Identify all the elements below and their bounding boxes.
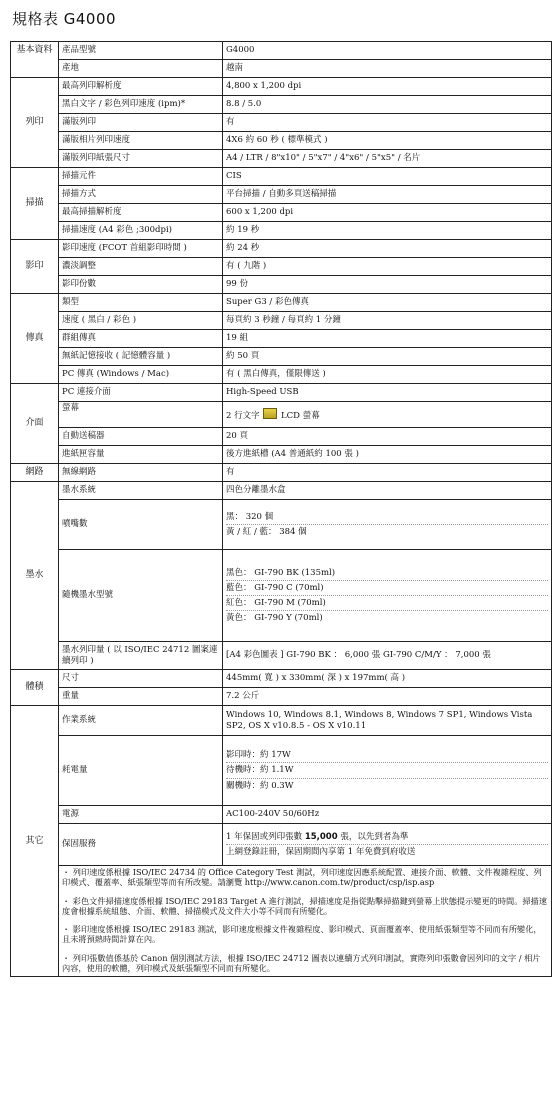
table-row	[11, 96, 552, 114]
spec-value: 有 ( 九階 )	[223, 258, 552, 276]
table-row	[11, 866, 552, 977]
table-row	[11, 688, 552, 706]
table-row	[11, 670, 552, 688]
spec-label: 重量	[59, 688, 223, 706]
table-row	[11, 60, 552, 78]
spec-label: 掃描方式	[59, 186, 223, 204]
nozzle-color: 黃 / 紅 / 藍： 384 個	[226, 527, 307, 537]
spec-value	[223, 824, 552, 866]
table-row	[11, 204, 552, 222]
spec-value: [A4 彩色圖表 ] GI-790 BK ： 6,000 張 GI-790 C/M/Y ： 7,000 張	[223, 642, 552, 670]
category-other: 其它	[11, 706, 59, 977]
spec-label: 作業系統	[59, 706, 223, 736]
spec-label: 滿版列印	[59, 114, 223, 132]
spec-value: 後方進紙槽 (A4 普通紙約 100 張 )	[223, 446, 552, 464]
spec-value: CIS	[223, 168, 552, 186]
table-row	[11, 806, 552, 824]
spec-label: 無紙記憶接收 ( 記憶體容量 )	[59, 348, 223, 366]
spec-label: 最高掃描解析度	[59, 204, 223, 222]
spec-label: 電源	[59, 806, 223, 824]
spec-value: 445mm( 寬 ) x 330mm( 深 ) x 197mm( 高 )	[223, 670, 552, 688]
warranty-terms	[226, 830, 548, 845]
footnote: ・ 列印張數值係基於 Canon 個別測試方法，根據 ISO/IEC 24712 圖表以連續方式列印測試，實際列印張數會因列印的文字 / 相片內容，使用的軟體，列印模式及紙張類型不同而有所變化。	[62, 952, 541, 973]
table-row	[11, 132, 552, 150]
table-row	[11, 348, 552, 366]
spec-label: 黑白文字 / 彩色列印速度 (ipm)*	[59, 96, 223, 114]
table-row	[11, 330, 552, 348]
category-interface: 介面	[11, 384, 59, 464]
spec-value: 每頁約 3 秒鐘 / 每頁約 1 分鐘	[223, 312, 552, 330]
spec-label: 進紙匣容量	[59, 446, 223, 464]
spec-value: 約 19 秒	[223, 222, 552, 240]
spec-label: PC 連接介面	[59, 384, 223, 402]
table-row	[11, 464, 552, 482]
page-title: 規格表 G4000	[12, 10, 117, 28]
table-row	[11, 482, 552, 500]
spec-label: 墨水列印量 ( 以 ISO/IEC 24712 圖案連續列印 )	[59, 642, 223, 670]
spec-label: 尺寸	[59, 670, 223, 688]
footnote: ・ 彩色文件掃描速度係根據 ISO/IEC 29183 Target A 進行測試，掃描速度是指從點擊掃描鍵到螢幕上狀態提示變更的時間。掃描速度會根據系統組態、介面、軟體、掃描模式及文件大小等不同而有所變化。	[62, 895, 547, 916]
footnotes	[59, 866, 552, 977]
spec-value: 99 份	[223, 276, 552, 294]
spec-label: 螢幕	[59, 402, 223, 428]
warranty-text: 1 年保固或列印張數	[226, 831, 305, 842]
spec-label: 滿版相片列印速度	[59, 132, 223, 150]
spec-label: 滿版列印紙張尺寸	[59, 150, 223, 168]
category-size: 體積	[11, 670, 59, 706]
spec-value	[223, 736, 552, 806]
power-standby: 待機時：約 1.1W	[226, 763, 548, 778]
spec-value	[223, 500, 552, 550]
table-row	[11, 366, 552, 384]
spec-label: 群組傳真	[59, 330, 223, 348]
spec-value: 7.2 公斤	[223, 688, 552, 706]
ink-magenta: 紅色： GI-790 M (70ml)	[226, 596, 548, 611]
ink-cyan: 藍色： GI-790 C (70ml)	[226, 581, 548, 596]
spec-value: 越南	[223, 60, 552, 78]
table-row	[11, 294, 552, 312]
table-row	[11, 642, 552, 670]
spec-value: 平台掃描 / 自動多頁送稿掃描	[223, 186, 552, 204]
category-basic: 基本資料	[11, 42, 59, 78]
table-row	[11, 384, 552, 402]
spec-value: Windows 10, Windows 8.1, Windows 8, Windows 7 SP1, Windows Vista SP2, OS X v10.8.5 - OS X v10.11	[223, 706, 552, 736]
spec-table	[10, 41, 552, 977]
spec-label: 掃描速度 (A4 彩色 ;300dpi)	[59, 222, 223, 240]
spec-value: 約 24 秒	[223, 240, 552, 258]
spec-label: 速度 ( 黑白 / 彩色 )	[59, 312, 223, 330]
table-row	[11, 258, 552, 276]
spec-label: 影印份數	[59, 276, 223, 294]
ink-yellow: 黃色： GI-790 Y (70ml)	[226, 613, 323, 624]
spec-value: 有	[223, 464, 552, 482]
spec-value: 四色分離墨水盒	[223, 482, 552, 500]
table-row	[11, 736, 552, 806]
warranty-text-end: 張，以先到者為準	[337, 831, 409, 842]
spec-label: 自動送稿器	[59, 428, 223, 446]
screen-text: 2 行文字	[226, 410, 260, 421]
category-print: 列印	[11, 78, 59, 168]
footnote: ・ 列印速度係根據 ISO/IEC 24734 的 Office Category Test 測試，列印速度因應系統配置、連接介面、軟體、文件複雜程度、列印模式、覆蓋率、紙張類型等而有所改變。請瀏覽 http://www.canon.com.tw/product/csp/isp.asp	[62, 867, 542, 888]
spec-label: 墨水系統	[59, 482, 223, 500]
table-row	[11, 222, 552, 240]
category-scan: 掃描	[11, 168, 59, 240]
spec-value: AC100-240V 50/60Hz	[223, 806, 552, 824]
screen-type: LCD 螢幕	[281, 410, 320, 421]
spec-label: 最高列印解析度	[59, 78, 223, 96]
spec-value: 20 頁	[223, 428, 552, 446]
spec-value: G4000	[223, 42, 552, 60]
table-row	[11, 114, 552, 132]
spec-label: 無線網路	[59, 464, 223, 482]
spec-value: 8.8 / 5.0	[223, 96, 552, 114]
spec-label: 保固服務	[59, 824, 223, 866]
spec-value	[223, 550, 552, 642]
table-row	[11, 500, 552, 550]
table-row	[11, 446, 552, 464]
table-row	[11, 824, 552, 866]
spec-value: A4 / LTR / 8"x10" / 5"x7" / 4"x6" / 5"x5" / 名片	[223, 150, 552, 168]
spec-label: 產品型號	[59, 42, 223, 60]
table-row	[11, 402, 552, 428]
nozzle-black: 黑： 320 個	[226, 510, 548, 525]
spec-value	[223, 402, 552, 428]
spec-label: 產地	[59, 60, 223, 78]
lcd-screen-icon	[263, 408, 277, 419]
table-row	[11, 550, 552, 642]
category-network: 網路	[11, 464, 59, 482]
warranty-registration: 上網登錄註冊，保固期間內享第 1 年免費到府收送	[226, 847, 416, 857]
spec-label: 濃淡調整	[59, 258, 223, 276]
spec-label: 噴嘴數	[59, 500, 223, 550]
spec-label: 影印速度 (FCOT 首組影印時間 )	[59, 240, 223, 258]
category-fax: 傳真	[11, 294, 59, 384]
spec-value: Super G3 / 彩色傳真	[223, 294, 552, 312]
warranty-page-count: 15,000	[304, 831, 338, 842]
category-ink: 墨水	[11, 482, 59, 670]
table-row	[11, 78, 552, 96]
category-copy: 影印	[11, 240, 59, 294]
table-row	[11, 276, 552, 294]
table-row	[11, 42, 552, 60]
table-row	[11, 240, 552, 258]
spec-label: 掃描元件	[59, 168, 223, 186]
spec-value: 有	[223, 114, 552, 132]
table-row	[11, 150, 552, 168]
table-row	[11, 186, 552, 204]
power-copy: 影印時：約 17W	[226, 748, 548, 763]
spec-value: 約 50 頁	[223, 348, 552, 366]
spec-label: 隨機墨水型號	[59, 550, 223, 642]
spec-value: 有 ( 黑白傳真，僅限傳送 )	[223, 366, 552, 384]
spec-value: 4X6 約 60 秒 ( 標準模式 )	[223, 132, 552, 150]
spec-value: 600 x 1,200 dpi	[223, 204, 552, 222]
spec-value: 4,800 x 1,200 dpi	[223, 78, 552, 96]
footnote: ・ 影印速度係根據 ISO/IEC 29183 測試，影印速度根據文件複雜程度、影印模式、頁面覆蓋率、使用紙張類型等不同而有所變化，且未將預熱時間計算在內。	[62, 924, 542, 945]
spec-label: PC 傳真 (Windows / Mac)	[59, 366, 223, 384]
table-row	[11, 706, 552, 736]
table-row	[11, 168, 552, 186]
spec-label: 類型	[59, 294, 223, 312]
spec-label: 耗電量	[59, 736, 223, 806]
spec-value: 19 組	[223, 330, 552, 348]
table-row	[11, 428, 552, 446]
power-off: 關機時：約 0.3W	[226, 780, 294, 791]
ink-black: 黑色： GI-790 BK (135ml)	[226, 566, 548, 581]
spec-value: High-Speed USB	[223, 384, 552, 402]
table-row	[11, 312, 552, 330]
